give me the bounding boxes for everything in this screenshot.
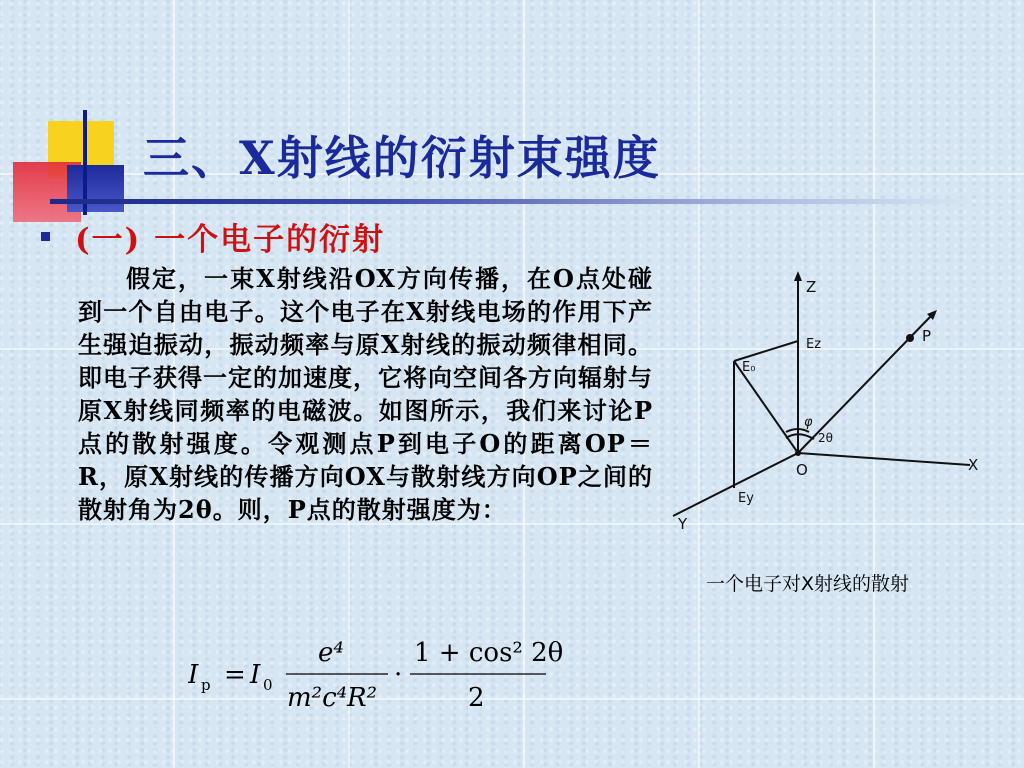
section-heading: (一) 一个电子的衍射 [75, 222, 386, 258]
formula-ip-sub: p [201, 676, 211, 694]
label-p: P [922, 327, 932, 345]
p-point-icon [906, 334, 914, 342]
formula-frac1-num: e⁴ [318, 638, 344, 668]
label-y: Y [678, 515, 688, 533]
label-two-theta: 2θ [818, 431, 833, 445]
decor-blue-square [67, 165, 124, 212]
label-phi: φ [804, 415, 813, 430]
origin-point-icon [795, 450, 801, 456]
scattering-diagram [668, 268, 998, 538]
label-ey: Ey [738, 491, 754, 506]
formula-equals: = [224, 660, 246, 690]
two-theta-arc [786, 434, 814, 439]
label-e0: E₀ [742, 360, 756, 375]
label-x: X [968, 456, 979, 474]
x-axis-line [798, 453, 970, 465]
formula-frac2-num: 1 + cos² 2θ [414, 638, 564, 668]
bullet-square-icon [41, 232, 50, 241]
body-paragraph: 假定，一束X射线沿OX方向传播，在O点处碰到一个自由电子。这个电子在X射线电场的作用下产生强迫振动，振动频率与原X射线的振动频律相同。即电子获得一定的加速度，它将向空间各方向辐射与原X射线同频率的电磁波。如图所示，我们来讨论P点的散射强度。令观测点P到电子O的距离OP＝R，原X射线的传播方向OX与散射线方向OP之间的散射角为2θ。则，P点的散射强度为： [78, 264, 653, 524]
formula-dot: · [394, 660, 403, 690]
formula-frac2-den: 2 [468, 683, 485, 713]
y-axis-line [673, 453, 798, 516]
formula-ip: I [188, 660, 199, 690]
figure-caption: 一个电子对X射线的散射 [706, 573, 910, 595]
intensity-formula [188, 628, 568, 718]
label-ez: Ez [806, 337, 822, 352]
e0-to-ez [734, 341, 798, 361]
label-z: Z [806, 278, 817, 296]
slide-title: 三、X射线的衍射束强度 [143, 131, 661, 185]
formula-i0-sub: 0 [263, 676, 273, 694]
title-underline [50, 199, 972, 204]
z-arrow-icon [794, 271, 802, 281]
formula-i0: I [250, 660, 261, 690]
formula-frac1-den: m²c⁴R² [287, 683, 378, 713]
label-o: O [796, 461, 808, 479]
